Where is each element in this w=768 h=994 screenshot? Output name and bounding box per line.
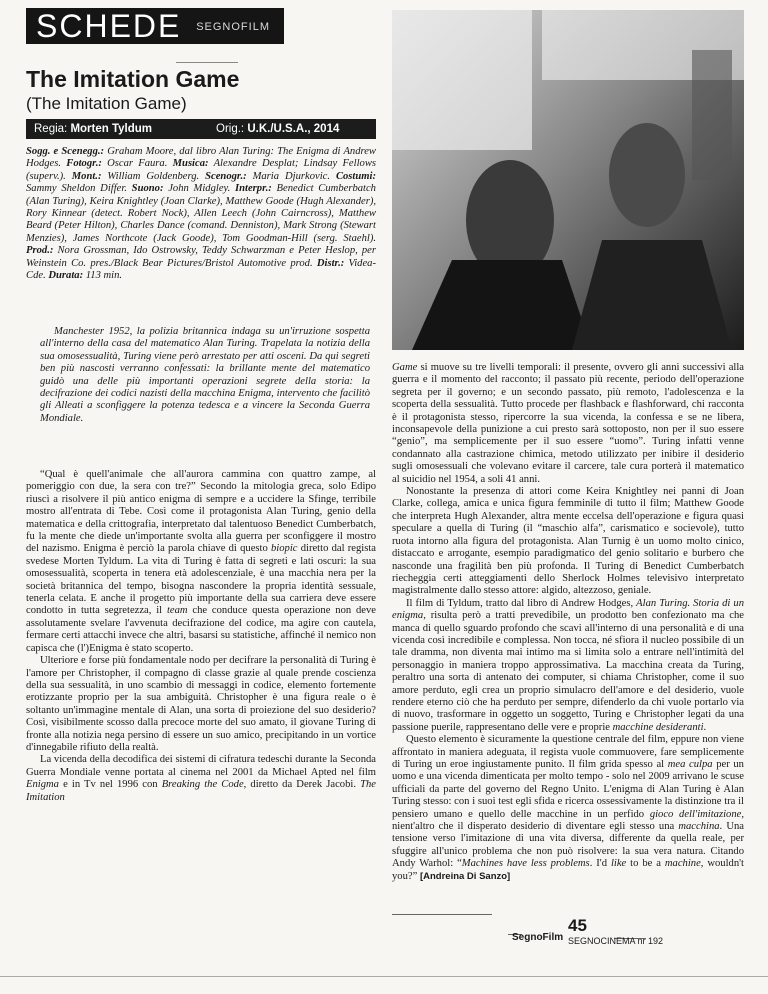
text-run: , risulta però a tratti prevedibile, un prodotto ben confezionato ma che manca di quello sguardo profondo che scavi all'interno di una personalità e di una vicenda così incredibile e complessa. Non tocca, né sfiora il nucleo possibile di un tale dramma, non diventa mai intimo ma si limita solo a entrare nell'intimità del personaggio in maniera troppo approssimativa. La macchina creata da Turing, peraltro una sorta di antenato dei computer, si chiama Christopher, come il suo amore perduto, egli crea un proprio simulacro dell'amore e del desiderio, vuole rendere eterno ciò che ha perduto per sempre, difenderlo da chi vuole portarlo via di nuovo, trasformare in oggetto un soggetto, Turing e Christopher legati da una passione puerile, rappresentano delle vere e proprie xyxy=(392,610,744,733)
text-run: Alan Turing. Storia di un enigma xyxy=(392,597,744,622)
section-banner xyxy=(26,8,284,44)
text-run: like xyxy=(610,858,627,870)
text-run: macchina xyxy=(678,821,720,833)
text-run: Questo elemento è sicuramente la questione centrale del film, eppure non viene affrontato in maniera adeguata, il regista vuole commuovere, fare semplicemente di Turing un eroe ingiustamente punito. Il film grida spesso al xyxy=(392,734,744,770)
origin-value: U.K./U.S.A., 2014 xyxy=(247,123,340,135)
text-run: machine xyxy=(664,858,701,870)
issue-label: SEGNOCINEMA nr 192 xyxy=(568,936,664,946)
text-run: to be a xyxy=(626,858,665,870)
article-paragraph xyxy=(392,734,744,883)
text-run: gioco dell'imitazione xyxy=(649,808,742,820)
credit-value: Nora Grossman, Ido Ostrowsky, Teddy Schwarzman e Peter Heslop, per Weinstein Co. pres./Black Bear Pictures/Bristol Automotive prod. xyxy=(26,245,376,269)
text-run: . I'd xyxy=(589,858,611,870)
text-run: The Imitation xyxy=(26,779,376,803)
credit-value: Maria Djurkovic. xyxy=(246,170,330,182)
article-paragraph xyxy=(392,598,744,734)
credit-label: Mont.: xyxy=(65,170,102,182)
article-paragraph xyxy=(26,754,376,804)
text-run: , nient'altro che il disperato desiderio di diventare egli stesso una xyxy=(392,808,744,833)
article-right-column xyxy=(392,362,744,883)
divider xyxy=(392,914,492,915)
film-title: The Imitation Game xyxy=(26,66,240,92)
text-run: “Qual è quell'animale che all'aurora cammina con quattro zampe, al pomeriggio con due, la sera con tre?” Secondo la mitologia greca, solo Edipo riuscì a risolvere il più antico enigma di sempre e a uccidere la Sfinge, terribile mostro all'entrata di Tebe. Così come il protagonista Alan Turing, genio della matematica e della crittografia, interpretato dal talentuoso Benedict Cumberbatch, fu la mente che diede un'importante svolta alla guerra per sconfiggere il mostro del nazismo. Enigma è perciò la parola chiave di questo xyxy=(26,469,376,555)
origin-field xyxy=(216,119,339,139)
credit-label: Fotogr.: xyxy=(61,158,102,170)
film-still-image xyxy=(392,10,744,350)
author-signature: [Andreina Di Sanzo] xyxy=(419,870,511,882)
credit-value: William Goldenberg. xyxy=(101,170,200,182)
text-run: , wouldn't you?” xyxy=(392,858,744,882)
credit-value: Alexandre Desplat; Lindsay Fellows (superv.). xyxy=(26,158,377,182)
director-field xyxy=(34,119,152,139)
credit-value: Sammy Sheldon Differ. xyxy=(26,183,127,195)
divider xyxy=(176,62,238,63)
text-run: Machines have less problems xyxy=(461,858,590,870)
credit-label: Musica: xyxy=(167,158,209,170)
text-run: biopic xyxy=(271,543,298,555)
credit-label: Distr.: xyxy=(312,257,345,269)
credit-value: Oscar Faura. xyxy=(101,158,168,170)
text-run: Enigma xyxy=(26,779,59,791)
credit-label: Suono: xyxy=(126,183,164,195)
credits-block xyxy=(26,146,376,282)
brand-label: SEGNOFILM xyxy=(196,21,270,33)
credit-value: John Midgley. xyxy=(163,183,231,195)
credit-label: Prod.: xyxy=(26,245,54,257)
credit-value: Videa-Cde. xyxy=(26,257,377,282)
text-run: si muove su tre livelli temporali: il presente, ovvero gli anni successivi alla guerra e il momento del racconto; il passato più recente, periodo dell'operazione segreta per il governo; e un secondo passato, più remoto, l'adolescenza e la scoperta della sessualità. Tutto procede per flashback e flashforward, chi racconta è il protagonista stesso, ripercorre la sua vicenda, la confessa e se ne libera, inconsapevole della punizione a cui presto sarà sottoposto, non per il suo essere “genio”, ma semplicemente per il suo essere “uomo”. Turing infatti venne condannato alla castrazione chimica, metodo utilizzato per inibire il desiderio sugli omosessuali che volevano evitare il carcere, tale cura porterà il matematico al suicidio nel 1954, a soli 41 anni. xyxy=(392,362,744,485)
article-paragraph: Ulteriore e forse più fondamentale nodo per decifrare la personalità di Turing è l'amore per Christopher, il compagno di classe grazie al quale prende coscienza della sua sessualità, in uno scambio di messaggi in codice, elemento fortemente erotizzante proprio per la sua ambiguità. Christopher è una figura reale o è soltanto un'immagine mentale di Alan, una sorta di proiezione del suo desiderio? Così, visibilmente scosso dalla precoce morte del suo amato, il giovane Turing di fronte alla notizia nega persino di essere un suo amico, precipitando in un vortice d'innegabile rifiuto della realtà. xyxy=(26,655,376,753)
origin-label: Orig.: xyxy=(216,123,245,135)
text-run: e in Tv nel 1996 con xyxy=(58,779,162,791)
text-run: team xyxy=(166,605,188,617)
text-run: Breaking the Code xyxy=(161,779,244,791)
text-run: diretto dal regista svedese Morten Tyldum. La vita di Turing è fatta di segreti e lati oscuri: la sua omosessualità, scoperta in tenera età adolescenziale, è una macchia nera per la società britannica del tempo, bisogna nascondere la propria identità sessuale, tenerla celata. E anche il progetto più importante della sua carriera deve essere condotto in tutta segretezza, il xyxy=(26,543,377,617)
credit-label: Interpr.: xyxy=(230,183,272,195)
film-still-photo xyxy=(392,10,744,350)
divider xyxy=(0,976,768,977)
text-run: che conduce questa operazione non deve assolutamente svelare l'avvenuta decifrazione del codice, ma agire con cautela, fermare certi attacchi invece che altri, basarsi su statistiche, affinché il nemico non capisca che (l')Enigma è stato scoperto. xyxy=(26,605,376,654)
text-run: . xyxy=(703,721,707,733)
director-label: Regia: xyxy=(34,123,68,135)
credit-label: Durata: xyxy=(45,270,84,282)
article-paragraph xyxy=(392,362,744,486)
text-run: macchine desideranti xyxy=(612,721,704,733)
director-bar xyxy=(26,119,376,139)
text-run: per un uomo e una vicenda dimenticata per molto tempo - solo nel 2009 arrivano le scuse ufficiali da parte del governo del Regno Unito. L'enigma di Alan Turing è Alan Turing stesso: con i suoi test egli sfida e ricerca ossessivamente la distinzione tra il pensiero umano e quello delle macchine in un perfido xyxy=(392,759,744,820)
text-run: Il film di Tyldum, tratto dal libro di Andrew Hodges, xyxy=(406,597,637,609)
text-run: La vicenda della decodifica dei sistemi di cifratura tedeschi durante la Seconda Guerra Mondiale venne portata al cinema nel 2001 da Michael Apted nel film xyxy=(26,754,376,778)
credit-label: Sogg. e Scenegg.: xyxy=(26,146,105,157)
credit-label: Costumi: xyxy=(330,170,376,182)
footer-brand: SegnoFilm xyxy=(512,932,564,943)
credit-value: Benedict Cumberbatch (Alan Turing), Keira Knightley (Joan Clarke), Matthew Goode (Hugh Alexander), Rory Kinnear (detect. Robert Nock), Allen Leech (John Cairncross), Matthew Beard (Peter Hilton), Charles Dance (comand. Denniston), Mark Strong (Stewart Menzies), James Northcote (Jack Goode), Tom Goodman-Hill (serg. Staehl). xyxy=(26,183,376,244)
text-run: , diretto da Derek Jacobi. xyxy=(243,779,361,791)
original-title: (The Imitation Game) xyxy=(26,94,187,113)
credit-value: 113 min. xyxy=(83,270,123,282)
text-run: . Una tensione verso l'imitazione di una vita diversa, differente da quella reale, per sfuggire all'unico problema che non può risolvere: la sua vera natura. Citando Andy Warhol: “ xyxy=(392,821,744,870)
text-run: Game xyxy=(392,362,418,373)
synopsis: Manchester 1952, la polizia britannica indaga su un'irruzione sospetta all'interno della casa del matematico Alan Turing. Trapelata la notizia della sua omosessualità, Turing viene però arrestato per atti osceni. Da qui segreti ben più nascosti verranno confessati: la brillante mente del matematico guidò una delle più importanti operazioni segrete della storia: la decifrazione dei codici nazisti della macchina Enigma, intervento che facilitò gli Alleati a sconfiggere la potenza tedesca e a vincere la Seconda Guerra Mondiale. xyxy=(40,326,370,424)
article-paragraph xyxy=(26,469,376,655)
credit-label: Scenogr.: xyxy=(199,170,247,182)
article-paragraph: Nonostante la presenza di attori come Keira Knightley nei panni di Joan Clarke, collega, amica e unica figura femminile di tutto il film; Matthew Goode che interpreta Hugh Alexander, altra mente eccelsa dell'operazione e figura quasi speculare a quella di Turing (il “maschio alfa”, carismatico e socievole), tutto ruota intorno alla figura del protagonista. Alan Turnig è un uomo molto cinico, distaccato e arrogante, esempio paradigmatico del genio solitario e burbero che nasconde una fragilità ben più profonda. Il Turing di Benedict Cumberbatch riecheggia certi atteggiamenti dello Sherlock Holmes televisivo interpretato magistralmente dallo stesso attore: algido, altezzoso, geniale. xyxy=(392,486,744,597)
director-name: Morten Tyldum xyxy=(70,123,153,135)
article-left-column xyxy=(26,469,376,804)
section-label: SCHEDE xyxy=(36,8,182,44)
credit-value: Graham Moore, dal libro Alan Turing: The Enigma di Andrew Hodges. xyxy=(26,146,377,170)
text-run: mea culpa xyxy=(667,759,713,770)
page-number: 45 xyxy=(568,916,587,935)
